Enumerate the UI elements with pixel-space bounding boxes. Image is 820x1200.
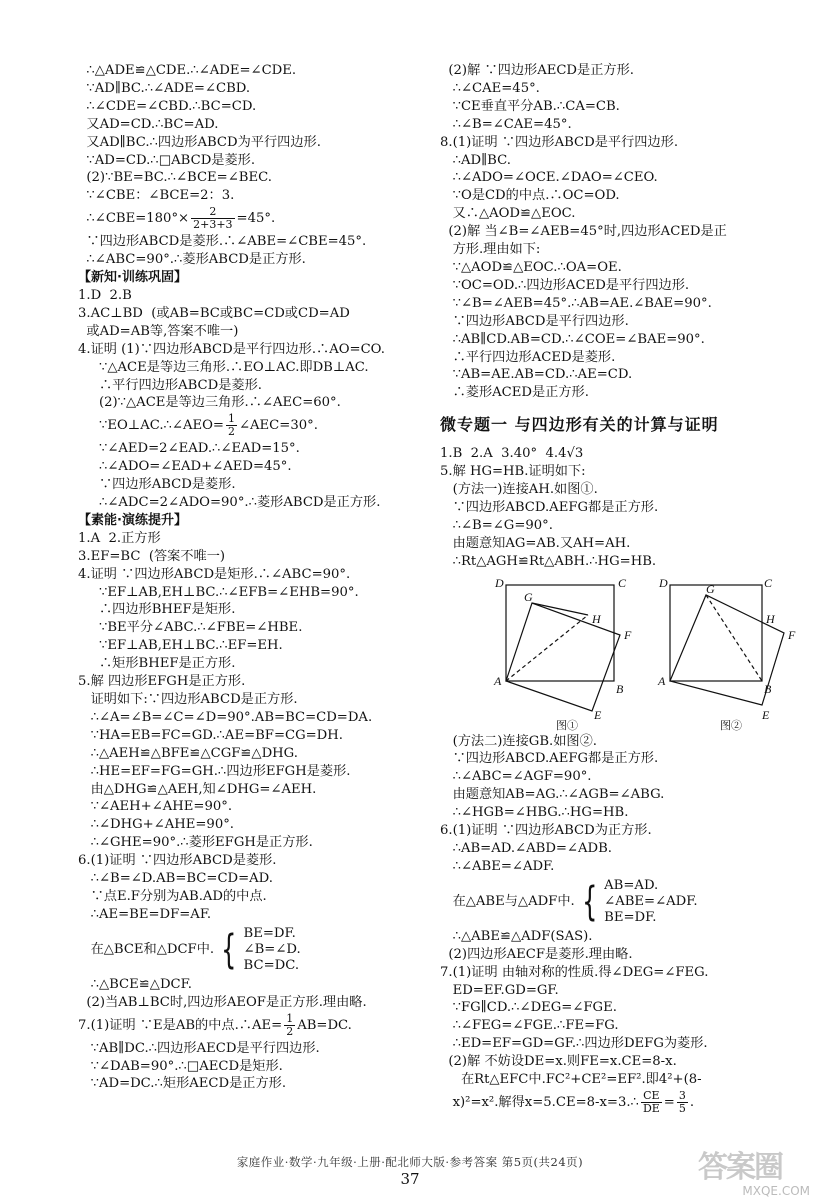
line-text: 3.EF=BC (答案不唯一) bbox=[78, 548, 226, 564]
line-text: ∵∠DAB=90°.∴□AECD是矩形. bbox=[78, 1058, 283, 1074]
line-text: 5.解 HG=HB.证明如下: bbox=[440, 464, 586, 480]
watermark-url: MXQE.COM bbox=[742, 1184, 810, 1198]
line-text: ∴矩形BHEF是正方形. bbox=[78, 656, 236, 672]
line-text: ∴∠GHE=90°.∴菱形EFGH是正方形. bbox=[78, 835, 313, 851]
text-line bbox=[440, 804, 800, 822]
line-text: 6.(1)证明 ∵四边形ABCD为正方形. bbox=[440, 823, 652, 839]
text-line bbox=[78, 98, 434, 116]
text-line bbox=[78, 816, 434, 834]
line-text: ∵△AOD≌△EOC.∴OA=OE. bbox=[440, 259, 622, 275]
line-text: ∴△ADE≌△CDE.∴∠ADE=∠CDE. bbox=[78, 63, 297, 78]
text-line bbox=[78, 601, 434, 619]
text-line bbox=[440, 116, 800, 134]
line-text: (方法二)连接GB.如图②. bbox=[440, 733, 597, 749]
text-line bbox=[78, 745, 434, 763]
section-heading bbox=[78, 512, 434, 530]
line-text: ∴HE=EF=FG=GH.∴四边形EFGH是菱形. bbox=[78, 763, 351, 779]
line-text: ∵四边形ABCD.AEFG都是正方形. bbox=[440, 499, 659, 515]
label-d: D bbox=[495, 575, 504, 590]
text-line bbox=[440, 445, 800, 463]
line-text: ∵O是CD的中点.∴OC=OD. bbox=[440, 188, 620, 204]
figure-1-diagram bbox=[492, 573, 642, 719]
text-line bbox=[78, 287, 434, 305]
text-line bbox=[440, 259, 800, 277]
text-line bbox=[78, 323, 434, 341]
figure-2 bbox=[656, 573, 806, 733]
text-line bbox=[78, 377, 434, 395]
line-text-after: =45°. bbox=[236, 211, 276, 227]
text-line bbox=[440, 463, 800, 481]
text-line bbox=[78, 169, 434, 187]
line-text: 7.(1)证明 ∵E是AB的中点.∴AE= bbox=[78, 1017, 283, 1033]
line-text: ED=EF.GD=GF. bbox=[440, 982, 559, 998]
fraction bbox=[191, 206, 234, 231]
line-text: 5.解 四边形EFGH是正方形. bbox=[78, 674, 246, 690]
text-line bbox=[78, 906, 434, 924]
line-text: ∴∠B=∠D.AB=BC=CD=AD. bbox=[78, 871, 273, 887]
text-line bbox=[440, 786, 800, 804]
text-line bbox=[78, 566, 434, 584]
line-text: ∴平行四边形ABCD是菱形. bbox=[78, 377, 262, 393]
line-text: ∴∠CBE=180°× bbox=[78, 211, 190, 227]
right-top-block bbox=[440, 62, 800, 402]
line-text: ∴菱形ACED是正方形. bbox=[440, 385, 589, 401]
text-line bbox=[440, 481, 800, 499]
text-line bbox=[78, 1012, 434, 1040]
text-line bbox=[78, 888, 434, 906]
line-text-after: = bbox=[663, 1094, 675, 1110]
label-e: E bbox=[762, 707, 770, 719]
text-line bbox=[78, 673, 434, 691]
section-title: 微专题一 与四边形有关的计算与证明 bbox=[440, 415, 719, 435]
line-text: ∴△BCE≌△DCF. bbox=[78, 976, 192, 992]
text-line bbox=[78, 116, 434, 134]
label-b: B bbox=[616, 681, 624, 696]
text-line bbox=[440, 241, 800, 259]
watermark-logo bbox=[698, 1138, 810, 1198]
text-line bbox=[78, 251, 434, 269]
text-line bbox=[78, 394, 434, 412]
text-line bbox=[78, 530, 434, 548]
text-line bbox=[440, 733, 800, 751]
text-line bbox=[78, 1040, 434, 1058]
text-line bbox=[78, 412, 434, 440]
line-text: 证明如下:∵四边形ABCD是正方形. bbox=[78, 692, 298, 707]
label-h: H bbox=[766, 611, 775, 626]
line-text: (2)当AB⊥BC时,四边形AEOF是正方形.理由略. bbox=[78, 994, 367, 1010]
line-text: ∵AB=AE.AB=CD.∴AE=CD. bbox=[440, 367, 633, 383]
line-text: ∴平行四边形ACED是菱形. bbox=[440, 349, 616, 365]
line-text: ∴∠DHG+∠AHE=90°. bbox=[78, 817, 234, 833]
line-text: ∴Rt△AGH≌Rt△ABH.∴HG=HB. bbox=[440, 553, 657, 569]
text-line bbox=[440, 499, 800, 517]
text-line bbox=[78, 233, 434, 251]
text-line bbox=[440, 152, 800, 170]
label-h: H bbox=[592, 611, 601, 626]
figure-2-caption: 图② bbox=[720, 718, 742, 732]
line-text: (2)解 当∠B=∠AEB=45°时,四边形ACED是正 bbox=[440, 224, 727, 240]
fraction bbox=[677, 1090, 688, 1115]
line-text: ∴∠ABC=90°.∴菱形ABCD是正方形. bbox=[78, 252, 306, 268]
line-text: (2)解 ∵四边形AECD是正方形. bbox=[440, 63, 634, 78]
text-line bbox=[440, 187, 800, 205]
line-text: (2)四边形AECF是菱形.理由略. bbox=[440, 946, 633, 962]
line-text: 1.B 2.A 3.40° 4.4√3 bbox=[440, 446, 584, 462]
right-mid-block bbox=[440, 445, 800, 570]
text-line bbox=[78, 852, 434, 870]
page-number: 37 bbox=[400, 1170, 420, 1188]
label-c: C bbox=[618, 575, 627, 590]
line-text: 在Rt△EFC中.FC²+CE²=EF².即4²+(8- bbox=[440, 1072, 702, 1088]
text-line bbox=[440, 134, 800, 152]
text-line bbox=[78, 763, 434, 781]
segment-ah-dashed bbox=[506, 615, 588, 681]
numerator: 1 bbox=[227, 412, 235, 426]
line-text: ∴∠ADO=∠EAD+∠AED=45°. bbox=[78, 459, 292, 475]
text-line bbox=[78, 205, 434, 233]
text-line bbox=[78, 994, 434, 1012]
condition-line: BE=DF. bbox=[604, 909, 657, 925]
right-column bbox=[440, 62, 800, 1117]
line-text: (2)∵BE=BC.∴∠BCE=∠BEC. bbox=[78, 170, 272, 186]
brace-lines bbox=[604, 878, 697, 926]
line-text: ∴AE=BE=DF=AF. bbox=[78, 906, 212, 922]
label-a: A bbox=[658, 673, 666, 688]
text-line bbox=[440, 517, 800, 535]
line-text: ∵OC=OD.∴四边形ACED是平行四边形. bbox=[440, 277, 690, 293]
numerator: 3 bbox=[678, 1088, 686, 1102]
segment-gb-dashed bbox=[706, 595, 762, 681]
text-line bbox=[440, 946, 800, 964]
line-text: ∵CE垂直平分AB.∴CA=CB. bbox=[440, 98, 620, 114]
line-text: 由题意知AB=AG.∴∠AGB=∠ABG. bbox=[440, 787, 665, 803]
brace-glyph: { bbox=[221, 926, 237, 973]
text-line bbox=[78, 870, 434, 888]
text-line: 在△ABE与△ADF中. bbox=[440, 893, 575, 909]
figure-2-diagram bbox=[656, 573, 806, 719]
text-line bbox=[78, 440, 434, 458]
line-text: ∴ED=EF=GD=GF.∴四边形DEFG为菱形. bbox=[440, 1036, 708, 1052]
text-line bbox=[440, 553, 800, 571]
line-text: ∵EO⊥AC.∴∠AEO= bbox=[78, 418, 224, 434]
text-line: 在△BCE和△DCF中. bbox=[78, 941, 215, 957]
line-text: ∵点E.F分别为AB.AD的中点. bbox=[78, 888, 267, 904]
denominator: 5 bbox=[678, 1101, 686, 1115]
line-text: ∵四边形ABCD是平行四边形. bbox=[440, 313, 629, 329]
line-text: 又AD∥BC.∴四边形ABCD为平行四边形. bbox=[78, 134, 321, 150]
text-line bbox=[78, 1058, 434, 1076]
line-text: (方法一)连接AH.如图①. bbox=[440, 482, 598, 498]
text-line bbox=[440, 169, 800, 187]
line-text: ∵∠B=∠AEB=45°.∴AB=AE.∠BAE=90°. bbox=[440, 295, 712, 311]
text-line bbox=[78, 341, 434, 359]
text-line bbox=[440, 982, 800, 1000]
line-text: ∵AD=DC.∴矩形AECD是正方形. bbox=[78, 1076, 287, 1092]
line-text: ∵四边形ABCD.AEFG都是正方形. bbox=[440, 751, 659, 767]
line-text: ∴∠ADC=2∠ADO=90°.∴菱形ABCD是正方形. bbox=[78, 495, 381, 511]
line-text: 由△DHG≌△AEH,知∠DHG=∠AEH. bbox=[78, 781, 317, 797]
condition-line: BE=DF. bbox=[243, 925, 296, 941]
fraction bbox=[226, 413, 237, 438]
text-line bbox=[440, 1035, 800, 1053]
text-line bbox=[440, 964, 800, 982]
line-text: ∵∠AEH+∠AHE=90°. bbox=[78, 799, 233, 815]
text-line bbox=[440, 313, 800, 331]
text-line bbox=[78, 62, 434, 80]
label-b: B bbox=[764, 681, 772, 696]
text-line bbox=[440, 928, 800, 946]
text-line bbox=[440, 1089, 800, 1117]
text-line bbox=[440, 366, 800, 384]
line-text: ∴AB=AD.∠ABD=∠ADB. bbox=[440, 841, 612, 856]
text-line bbox=[440, 62, 800, 80]
numerator: CE bbox=[641, 1090, 662, 1103]
congruence-conditions bbox=[440, 878, 800, 926]
text-line bbox=[440, 223, 800, 241]
label-f: F bbox=[624, 627, 632, 642]
text-line bbox=[440, 858, 800, 876]
text-line bbox=[440, 535, 800, 553]
denominator: 2+3+3 bbox=[193, 218, 233, 232]
text-line bbox=[440, 277, 800, 295]
numerator: 2 bbox=[191, 206, 234, 219]
text-line bbox=[78, 476, 434, 494]
line-text: 8.(1)证明 ∵四边形ABCD是平行四边形. bbox=[440, 134, 679, 150]
text-line bbox=[440, 1071, 800, 1089]
line-text: ∵∠AED=2∠EAD.∴∠EAD=15°. bbox=[78, 441, 300, 457]
line-text-after: AB=DC. bbox=[297, 1017, 352, 1033]
text-line bbox=[78, 584, 434, 602]
line-text: 【新知·训练巩固】 bbox=[78, 270, 187, 286]
line-text: 又AD=CD.∴BC=AD. bbox=[78, 116, 219, 132]
denominator: 2 bbox=[227, 425, 235, 439]
condition-line: ∠B=∠D. bbox=[243, 941, 301, 957]
numerator: 1 bbox=[286, 1011, 294, 1025]
text-line bbox=[440, 1017, 800, 1035]
denominator: DE bbox=[642, 1101, 660, 1115]
figures bbox=[492, 573, 800, 733]
line-text: ∴AD∥BC. bbox=[440, 152, 511, 168]
line-text: ∴∠HGB=∠HBG.∴HG=HB. bbox=[440, 805, 629, 821]
line-text: ∵FG∥CD.∴∠DEG=∠FGE. bbox=[440, 1000, 617, 1016]
text-line bbox=[78, 134, 434, 152]
left-column bbox=[78, 62, 434, 1093]
text-line bbox=[78, 637, 434, 655]
text-line bbox=[440, 999, 800, 1017]
page-footer: 家庭作业·数学·九年级·上册·配北师大版·参考答案 第5页(共24页) bbox=[236, 1155, 584, 1169]
line-text-after: ∠AEC=30°. bbox=[238, 418, 318, 434]
text-line bbox=[78, 305, 434, 323]
line-text: 3.AC⊥BD (或AB=BC或BC=CD或CD=AD bbox=[78, 305, 350, 321]
line-text: ∵∠CBE：∠BCE=2：3. bbox=[78, 188, 235, 204]
line-text: ∵AD=CD.∴□ABCD是菱形. bbox=[78, 152, 256, 168]
label-e: E bbox=[594, 707, 602, 719]
text-line bbox=[78, 976, 434, 994]
fraction bbox=[641, 1090, 662, 1115]
line-text: ∵四边形ABCD是菱形. bbox=[78, 477, 236, 493]
figure-1-caption: 图① bbox=[556, 718, 578, 732]
line-text: ∵AB∥DC.∴四边形AECD是平行四边形. bbox=[78, 1040, 320, 1056]
figure-1 bbox=[492, 573, 642, 733]
text-line bbox=[440, 349, 800, 367]
line-text: ∵BE平分∠ABC.∴∠FBE=∠HBE. bbox=[78, 620, 303, 636]
label-f: F bbox=[788, 627, 796, 642]
line-text: (2)解 不妨设DE=x.则FE=x.CE=8-x. bbox=[440, 1054, 677, 1070]
line-text: ∴∠CDE=∠CBD.∴BC=CD. bbox=[78, 98, 257, 114]
text-line bbox=[440, 822, 800, 840]
fraction bbox=[284, 1013, 295, 1038]
text-line bbox=[440, 750, 800, 768]
square-aefg bbox=[506, 603, 620, 711]
line-text: (2)∵△ACE是等边三角形.∴∠AEC=60°. bbox=[78, 395, 341, 411]
label-g: G bbox=[706, 581, 715, 596]
denominator: 2 bbox=[286, 1024, 294, 1038]
line-text: 6.(1)证明 ∵四边形ABCD是菱形. bbox=[78, 853, 277, 869]
brace-lines bbox=[244, 926, 301, 974]
line-text: 【素能·演练提升】 bbox=[78, 512, 187, 528]
condition-line: AB=AD. bbox=[604, 877, 659, 893]
label-a: A bbox=[494, 673, 502, 688]
text-line bbox=[78, 798, 434, 816]
line-text: ∴∠B=∠G=90°. bbox=[440, 517, 553, 533]
label-d: D bbox=[659, 575, 668, 590]
line-text: ∴△AEH≌△BFE≌△CGF≌△DHG. bbox=[78, 745, 298, 761]
brace-glyph: { bbox=[581, 878, 598, 925]
line-text: 由题意知AG=AB.又AH=AH. bbox=[440, 535, 631, 551]
text-line bbox=[78, 834, 434, 852]
text-line bbox=[440, 80, 800, 98]
condition-line: BC=DC. bbox=[243, 957, 300, 973]
condition-line: ∠ABE=∠ADF. bbox=[604, 893, 698, 909]
line-text-after: . bbox=[689, 1094, 695, 1110]
line-text: ∵EF⊥AB,EH⊥BC.∴∠EFB=∠EHB=90°. bbox=[78, 584, 359, 600]
line-text: ∴四边形BHEF是矩形. bbox=[78, 602, 236, 618]
text-line bbox=[78, 727, 434, 745]
line-text: ∵EF⊥AB,EH⊥BC.∴EF=EH. bbox=[78, 638, 283, 654]
text-line bbox=[78, 709, 434, 727]
line-text: ∵AD∥BC.∴∠ADE=∠CBD. bbox=[78, 80, 251, 96]
line-text: 4.证明 (1)∵四边形ABCD是平行四边形.∴AO=CO. bbox=[78, 341, 385, 357]
line-text: 1.A 2.正方形 bbox=[78, 530, 161, 546]
line-text: ∴∠B=∠CAE=45°. bbox=[440, 116, 572, 132]
text-line bbox=[440, 1053, 800, 1071]
line-text: 方形.理由如下: bbox=[440, 242, 541, 258]
line-text: x)²=x².解得x=5.CE=8-x=3.∴ bbox=[440, 1094, 639, 1110]
line-text: ∴∠ADO=∠OCE.∠DAO=∠CEO. bbox=[440, 170, 658, 186]
text-line bbox=[78, 458, 434, 476]
text-line bbox=[78, 655, 434, 673]
line-text: ∴△ABE≌△ADF(SAS). bbox=[440, 928, 593, 944]
text-line bbox=[440, 295, 800, 313]
watermark-main: 答案圈 bbox=[698, 1150, 782, 1185]
text-line bbox=[78, 691, 434, 709]
line-text: ∴∠A=∠B=∠C=∠D=90°.AB=BC=CD=DA. bbox=[78, 709, 373, 725]
right-bottom-block bbox=[440, 733, 800, 1117]
line-text: 4.证明 ∵四边形ABCD是矩形.∴∠ABC=90°. bbox=[78, 566, 351, 582]
line-text: 7.(1)证明 由轴对称的性质.得∠DEG=∠FEG. bbox=[440, 964, 709, 980]
text-line bbox=[78, 359, 434, 377]
line-text: ∴∠CAE=45°. bbox=[440, 80, 540, 96]
text-line bbox=[78, 494, 434, 512]
text-line bbox=[440, 840, 800, 858]
congruence-conditions bbox=[78, 926, 434, 974]
line-text: ∵四边形ABCD是菱形.∴∠ABE=∠CBE=45°. bbox=[78, 234, 367, 250]
line-text: ∴∠FEG=∠FGE.∴FE=FG. bbox=[440, 1018, 619, 1034]
line-text: 或AD=AB等,答案不唯一) bbox=[78, 323, 239, 339]
line-text: 又∴△AOD≌△EOC. bbox=[440, 206, 576, 222]
section-heading bbox=[78, 269, 434, 287]
text-line bbox=[78, 619, 434, 637]
text-line bbox=[440, 384, 800, 402]
label-g: G bbox=[524, 589, 533, 604]
label-c: C bbox=[764, 575, 773, 590]
line-text: ∵△ACE是等边三角形.∴EO⊥AC.即DB⊥AC. bbox=[78, 359, 369, 375]
line-text: ∴∠ABC=∠AGF=90°. bbox=[440, 769, 592, 785]
text-line bbox=[78, 80, 434, 98]
line-text: ∴∠ABE=∠ADF. bbox=[440, 858, 555, 874]
text-line bbox=[78, 187, 434, 205]
text-line bbox=[78, 152, 434, 170]
text-line bbox=[440, 331, 800, 349]
text-line bbox=[440, 205, 800, 223]
text-line bbox=[78, 548, 434, 566]
line-text: ∵HA=EB=FC=GD.∴AE=BF=CG=DH. bbox=[78, 727, 343, 743]
line-text: ∴AB∥CD.AB=CD.∴∠COE=∠BAE=90°. bbox=[440, 331, 705, 347]
text-line bbox=[440, 98, 800, 116]
line-text: 1.D 2.B bbox=[78, 287, 132, 303]
text-line bbox=[78, 1075, 434, 1093]
text-line bbox=[440, 768, 800, 786]
text-line bbox=[78, 781, 434, 799]
